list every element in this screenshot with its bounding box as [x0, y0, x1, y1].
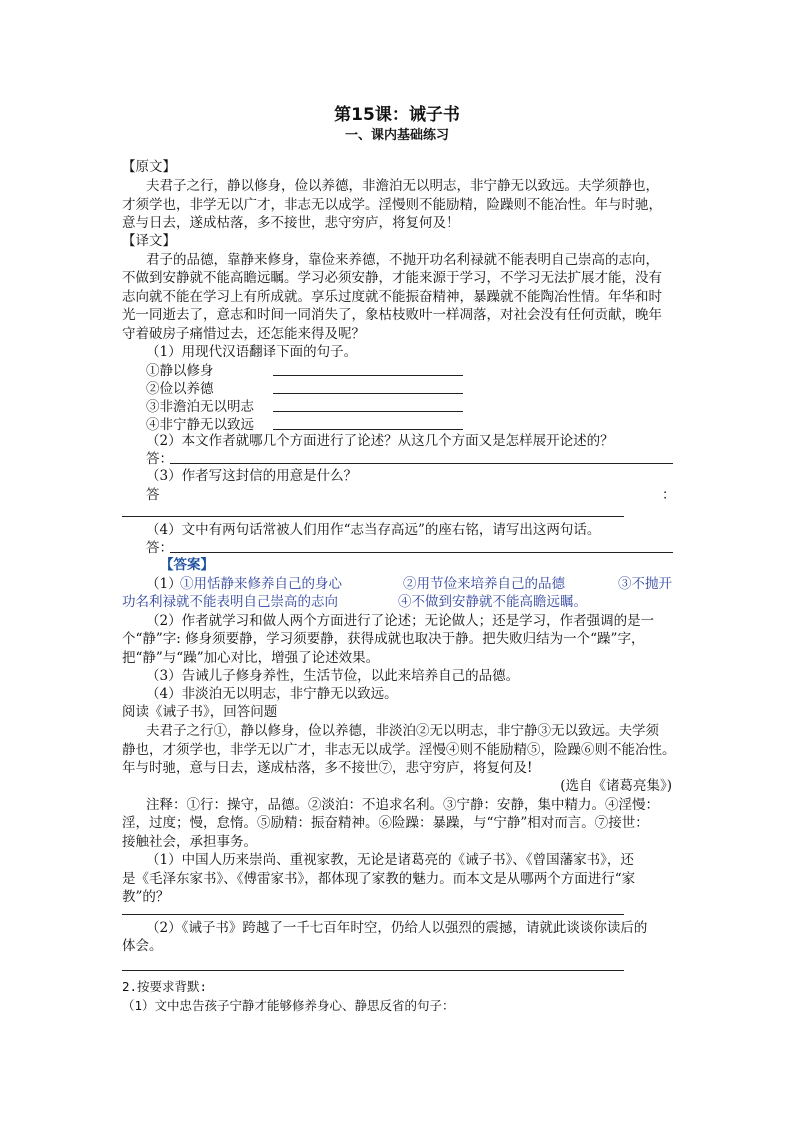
answer-blank[interactable]	[122, 516, 624, 517]
q4-answer-label: 答：	[146, 540, 173, 556]
reading-passage-line: 静也，才须学也，非学无以广才，非志无以成学。淫慢④则不能励精⑤，险躁⑥则不能冶性。	[122, 742, 676, 758]
q3-answer-label: 答	[146, 487, 160, 503]
answer-1-line: 功名利禄就不能表明自己崇高的志向	[122, 594, 338, 610]
reading-q2-line: 体会。	[122, 938, 163, 954]
answer-blank[interactable]	[273, 393, 463, 394]
question-4: （4）文中有两句话常被人们用作“志当存高远”的座右铭，请写出这两句话。	[146, 522, 601, 538]
answer-1-item: ③不抛开	[618, 576, 672, 592]
reading-heading: 阅读《诫子书》，回答问题	[122, 704, 278, 720]
page-subtitle: 一、课内基础练习	[344, 128, 449, 143]
reading-note-line: 淫，过度；慢，怠惰。⑤励精：振奋精神。⑥险躁：暴躁，与“宁静”相对而言。⑦接世：	[122, 815, 649, 831]
translation-line: 不做到安静就不能高瞻远瞩。学习必须安静，才能来源于学习，不学习无法扩展才能，没有	[122, 270, 662, 286]
q1-item: ④非宁静无以致远	[146, 417, 254, 433]
answer-blank[interactable]	[170, 552, 673, 553]
q1-item: ②俭以养德	[146, 381, 214, 397]
reading-q1-line: 教”的？	[122, 889, 170, 905]
answer-blank[interactable]	[273, 375, 463, 376]
original-line: 意与日去，遂成枯落，多不接世，悲守穷庐，将复何及！	[122, 215, 460, 231]
answer-1-prefix: （1）	[146, 576, 182, 592]
answer-3: （3）告诫儿子修身养性，生活节俭，以此来培养自己的品德。	[146, 668, 520, 684]
reading-passage-line: 夫君子之行①，静以修身，俭以养德，非淡泊②无以明志，非宁静③无以致远。夫学须	[146, 723, 659, 739]
translation-line: 志向就不能在学习上有所成就。享乐过度就不能振奋精神，暴躁就不能陶冶性情。年华和时	[122, 289, 662, 305]
reading-q1-line: （1）中国人历来崇尚、重视家教，无论是诸葛亮的《诫子书》、《曾国藩家书》，还	[146, 852, 634, 868]
reading-note-line: 接触社会，承担事务。	[122, 834, 257, 850]
answer-2-line: 把“静”与“躁”加心对比，增强了论述效果。	[122, 650, 380, 666]
answer-blank[interactable]	[122, 970, 624, 971]
answer-blank[interactable]	[273, 429, 463, 430]
page-title: 第15课：诫子书	[334, 105, 460, 125]
original-label: 【原文】	[122, 159, 176, 175]
original-line: 夫君子之行，静以修身，俭以养德，非澹泊无以明志，非宁静无以致远。夫学须静也，	[146, 178, 659, 194]
translation-label: 【译文】	[122, 233, 176, 249]
question-1: （1）用现代汉语翻译下面的句子。	[146, 344, 358, 360]
section-2-heading: 2.按要求背默:	[122, 979, 208, 994]
answer-label: 【答案】	[160, 557, 214, 573]
answer-2-line: （2）作者就学习和做人两个方面进行了论述；无论做人；还是学习，作者强调的是一	[146, 613, 655, 629]
q1-item: ①静以修身	[146, 363, 214, 379]
answer-1-item: ④不做到安静就不能高瞻远瞩。	[398, 594, 587, 610]
answer-blank[interactable]	[122, 914, 624, 915]
original-line: 才须学也，非学无以广才，非志无以成学。淫慢则不能励精，险躁则不能冶性。年与时驰，	[122, 197, 662, 213]
answer-4: （4）非淡泊无以明志，非宁静无以致远。	[146, 686, 398, 702]
answer-2-line: 个“静”字: 修身须要静，学习须要静，获得成就也取决于静。把失败归结为一个“躁”字，	[122, 631, 645, 647]
question-3: （3）作者写这封信的用意是什么？	[146, 468, 358, 484]
translation-line: 光一同逝去了，意志和时间一同消失了，象枯枝败叶一样凋落，对社会没有任何贡献，晚年	[122, 307, 662, 323]
reading-source: (选自《诸葛亮集》)	[560, 778, 672, 794]
q2-answer-label: 答：	[146, 451, 173, 467]
q1-item: ③非澹泊无以明志	[146, 399, 254, 415]
reading-q1-line: 是《毛泽东家书》、《傅雷家书》，都体现了家教的魅力。而本文是从哪两个方面进行“家	[122, 871, 636, 887]
translation-line: 守着破房子痛惜过去，还怎能来得及呢？	[122, 326, 365, 342]
reading-q2-line: （2）《诫子书》跨越了一千七百年时空，仍给人以强烈的震撼，请就此谈谈你读后的	[146, 920, 648, 936]
answer-1-item: ①用恬静来修养自己的身心	[180, 576, 342, 592]
question-2: （2）本文作者就哪几个方面进行了论述？从这几个方面又是怎样展开论述的？	[146, 433, 614, 449]
section-2-question-1: （1）文中忠告孩子宁静才能够修养身心、静思反省的句子：	[122, 998, 455, 1013]
answer-blank[interactable]	[170, 463, 673, 464]
reading-note-line: 注释：①行：操守，品德。②淡泊：不追求名利。③宁静：安静，集中精力。④淫慢：	[146, 797, 659, 813]
reading-passage-line: 年与时驰，意与日去，遂成枯落，多不接世⑦，悲守穷庐，将复何及!	[122, 760, 533, 776]
answer-1-item: ②用节俭来培养自己的品德	[403, 576, 565, 592]
translation-line: 君子的品德，靠静来修身，靠俭来养德，不抛开功名利禄就不能表明自己崇高的志向，	[146, 252, 659, 268]
q3-answer-colon: ：	[662, 487, 676, 503]
answer-blank[interactable]	[273, 411, 463, 412]
